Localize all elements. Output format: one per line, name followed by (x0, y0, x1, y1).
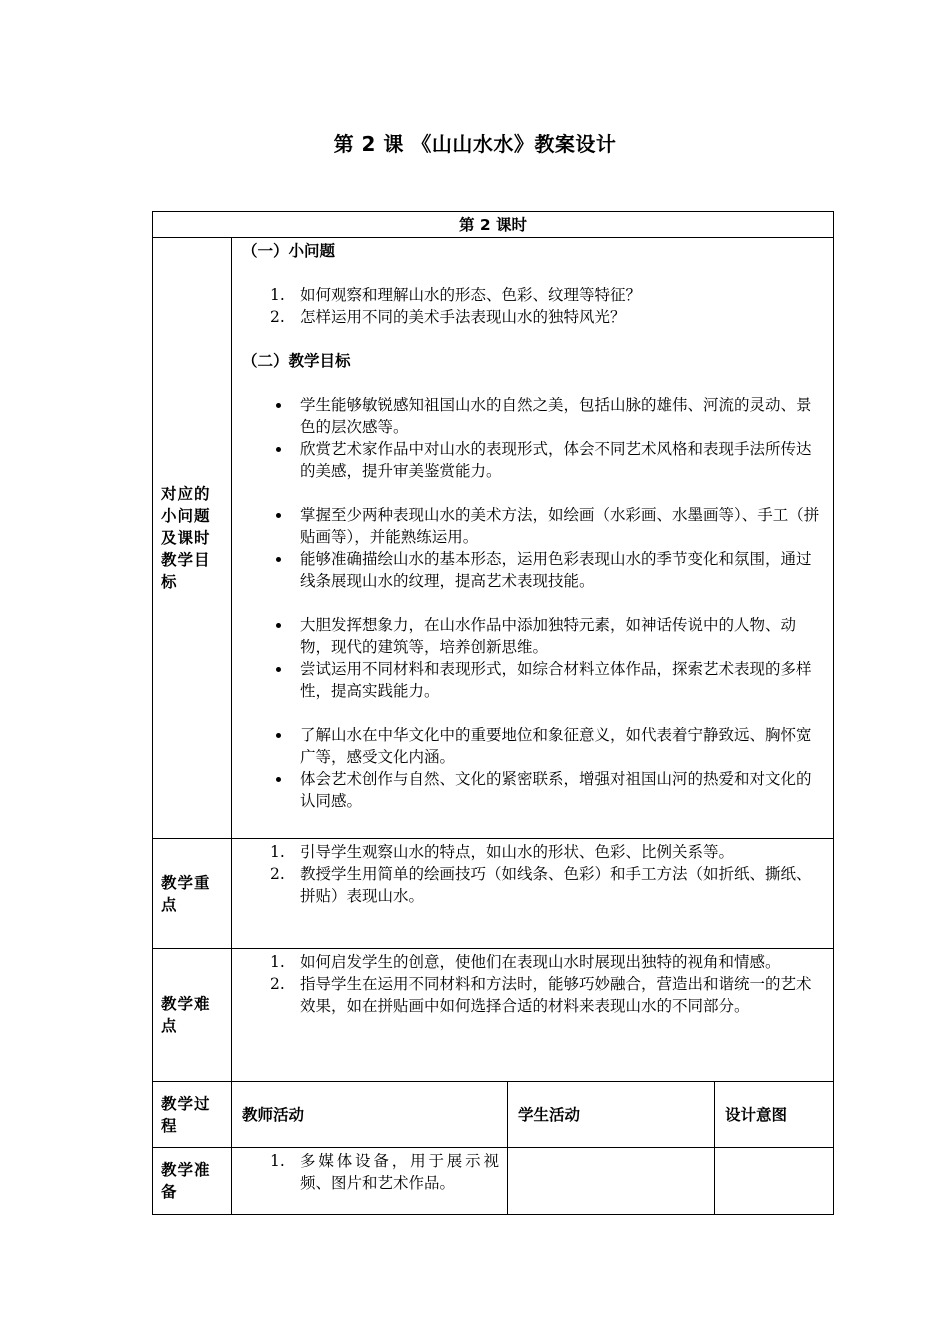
list-item: 1. 引导学生观察山水的特点，如山水的形状、色彩、比例关系等。 (270, 843, 735, 861)
preparation-teacher-cell (232, 1148, 508, 1215)
list-item: 大胆发挥想象力，在山水作品中添加独特元素，如神话传说中的人物、动物，现代的建筑等，培养创新思维。 (242, 614, 823, 658)
bullet-icon (276, 733, 281, 738)
preparation-student-cell (508, 1148, 715, 1215)
bullet-icon (276, 403, 281, 408)
list-item: 1. 如何观察和理解山水的形态、色彩、纹理等特征？ (270, 286, 642, 304)
list-item: 2. 指导学生在运用不同材料和方法时，能够巧妙融合，营造出和谐统一的艺术效果，如在拼贴画中如何选择合适的材料来表现山水的不同部分。 (270, 975, 812, 1015)
goals-heading: （二）教学目标 (242, 352, 351, 370)
list-item: 欣赏艺术家作品中对山水的表现形式，体会不同艺术风格和表现手法所传达的美感，提升审美鉴赏能力。 (242, 438, 823, 482)
difficulties-content (232, 949, 834, 1082)
bullet-icon (276, 667, 281, 672)
questions-list (242, 284, 823, 328)
preparation-intent-cell (715, 1148, 834, 1215)
objectives-label: 对应的小问题及课时教学目标 (153, 238, 232, 839)
preparation-label: 教学准备 (153, 1148, 232, 1215)
bullet-icon (276, 557, 281, 562)
bullet-icon (276, 447, 281, 452)
list-item: 学生能够敏锐感知祖国山水的自然之美，包括山脉的雄伟、河流的灵动、景色的层次感等。 (242, 394, 823, 438)
objectives-content (232, 238, 834, 839)
design-intent-header: 设计意图 (715, 1082, 834, 1148)
lesson-plan-table (152, 211, 834, 1215)
list-item: 能够准确描绘山水的基本形态，运用色彩表现山水的季节变化和氛围，通过线条展现山水的纹理，提高艺术表现技能。 (242, 548, 823, 592)
list-item: 2. 怎样运用不同的美术手法表现山水的独特风光？ (270, 308, 626, 326)
list-item: 1. 如何启发学生的创意，使他们在表现山水时展现出独特的视角和情感。 (270, 953, 781, 971)
student-activity-header: 学生活动 (508, 1082, 715, 1148)
key-points-label: 教学重点 (153, 839, 232, 949)
process-label: 教学过程 (153, 1082, 232, 1148)
list-item: 体会艺术创作与自然、文化的紧密联系，增强对祖国山河的热爱和对文化的认同感。 (242, 768, 823, 812)
bullet-icon (276, 777, 281, 782)
difficulties-list (242, 951, 823, 1017)
key-points-content (232, 839, 834, 949)
list-item: 尝试运用不同材料和表现形式，如综合材料立体作品，探索艺术表现的多样性，提高实践能力。 (242, 658, 823, 702)
preparation-list (242, 1150, 499, 1194)
difficulties-label: 教学难点 (153, 949, 232, 1082)
key-points-list (242, 841, 823, 907)
list-item: 2. 教授学生用简单的绘画技巧（如线条、色彩）和手工方法（如折纸、撕纸、拼贴）表现山水。 (270, 865, 812, 905)
bullet-icon (276, 513, 281, 518)
list-item: 掌握至少两种表现山水的美术方法，如绘画（水彩画、水墨画等）、手工（拼贴画等），并能熟练运用。 (242, 504, 823, 548)
goals-list (242, 394, 823, 812)
questions-heading: （一）小问题 (242, 242, 336, 260)
document-title: 第 2 课 《山山水水》教案设计 (333, 132, 617, 156)
bullet-icon (276, 623, 281, 628)
list-item: 了解山水在中华文化中的重要地位和象征意义，如代表着宁静致远、胸怀宽广等，感受文化内涵。 (242, 724, 823, 768)
list-item: 1. 多媒体设备，用于展示视频、图片和艺术作品。 (270, 1152, 499, 1192)
lesson-period-header: 第 2 课时 (153, 212, 834, 238)
teacher-activity-header: 教师活动 (232, 1082, 508, 1148)
